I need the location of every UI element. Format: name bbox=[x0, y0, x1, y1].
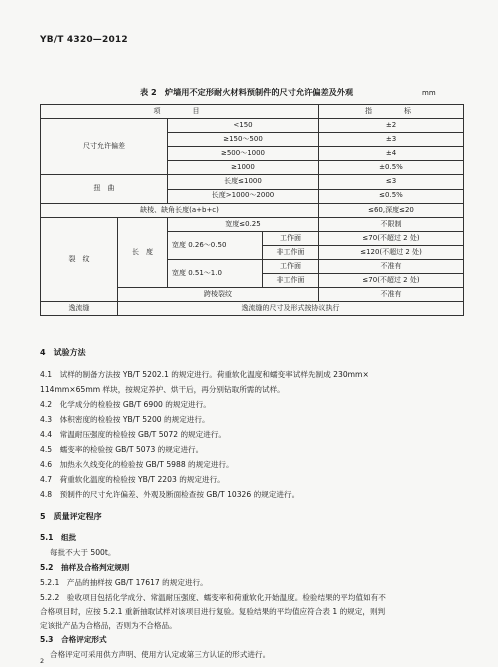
table-row bbox=[41, 175, 464, 189]
paragraph: 每批不大于 500t。 bbox=[50, 548, 116, 557]
head-item: 项 目 bbox=[41, 105, 319, 119]
paragraph: 定该批产品为合格品，否则为不合格品。 bbox=[40, 621, 177, 630]
table-cell: 工作面 bbox=[263, 260, 319, 274]
paragraph: 4.2 化学成分的检验按 GB/T 6900 的规定进行。 bbox=[40, 400, 211, 409]
paragraph: 4.7 荷重软化温度的检验按 YB/T 2203 的规定进行。 bbox=[40, 475, 225, 484]
table-row bbox=[41, 119, 464, 133]
size-tol-label: 尺寸允许偏差 bbox=[41, 119, 168, 175]
table-cell: ±2 bbox=[319, 119, 464, 133]
paragraph: 合格评定可采用供方声明、使用方认定或第三方认证的形式进行。 bbox=[50, 650, 271, 659]
table-row bbox=[41, 203, 464, 217]
table-cell: 非工作面 bbox=[263, 245, 319, 259]
subsection-title-53: 5.3 合格评定形式 bbox=[40, 635, 107, 644]
table-cell: ≤70(不超过 2 处) bbox=[319, 231, 464, 245]
page-number: 2 bbox=[40, 657, 45, 665]
table-cell: ≤60,深度≤20 bbox=[319, 203, 464, 217]
table-cell: ≥150～500 bbox=[168, 133, 319, 147]
table-cell: 逸流缝的尺寸及形式按协议执行 bbox=[118, 302, 464, 316]
table-cell: ≤3 bbox=[319, 175, 464, 189]
paragraph: 4.4 常温耐压强度的检验按 GB/T 5072 的规定进行。 bbox=[40, 430, 227, 439]
table-cell: 非工作面 bbox=[263, 274, 319, 288]
head-index: 指 标 bbox=[319, 105, 464, 119]
table-cell: 长度>1000～2000 bbox=[168, 189, 319, 203]
table-cell: ≥500～1000 bbox=[168, 147, 319, 161]
table-cell: 不准有 bbox=[319, 288, 464, 302]
section-5-title: 5 质量评定程序 bbox=[40, 512, 102, 521]
warp-label: 扭 曲 bbox=[41, 175, 168, 203]
paragraph: 4.1 试样的制备方法按 YB/T 5202.1 的规定进行。荷重软化温度和蠕变率试样先制成 230mm× bbox=[40, 370, 369, 379]
table-cell: <150 bbox=[168, 119, 319, 133]
paragraph: 4.5 蠕变率的检验按 GB/T 5073 的规定进行。 bbox=[40, 445, 204, 454]
paragraph: 4.3 体积密度的检验按 YB/T 5200 的规定进行。 bbox=[40, 415, 210, 424]
weld-label: 逸流缝 bbox=[41, 302, 118, 316]
paragraph: 5.2.1 产品的抽样按 GB/T 17617 的规定进行。 bbox=[40, 578, 208, 587]
table-cell: ≤120(不超过 2 处) bbox=[319, 245, 464, 259]
table-cell: 宽度 0.26～0.50 bbox=[168, 231, 263, 259]
section-4-title: 4 试验方法 bbox=[40, 348, 86, 357]
table-cell: ≤70(不超过 2 处) bbox=[319, 274, 464, 288]
table-row bbox=[41, 105, 464, 119]
table-cell: 宽度 0.51～1.0 bbox=[168, 260, 263, 288]
table-cell: ±0.5% bbox=[319, 161, 464, 175]
table-cell: 不准有 bbox=[319, 260, 464, 274]
subsection-title: 5.1 组批 bbox=[40, 533, 77, 542]
table-cell: 不限制 bbox=[319, 217, 464, 231]
paragraph: 合格项目时，应按 5.2.1 重新抽取试样对该项目进行复验。复验结果的平均值应符合表 1 的规定，则判 bbox=[40, 607, 386, 616]
standard-number: YB/T 4320—2012 bbox=[40, 35, 128, 45]
table-caption: 表 2 炉墙用不定形耐火材料预制件的尺寸允许偏差及外观 bbox=[140, 87, 354, 97]
paragraph: 5.2.2 验收项目包括化学成分、常温耐压强度、蠕变率和荷重软化开始温度。检验结果的平均值如有不 bbox=[40, 593, 386, 602]
table-cell: ≤0.5% bbox=[319, 189, 464, 203]
paragraph: 114mm×65mm 样块，按规定养护、烘干后，再分别钻取所需的试样。 bbox=[40, 385, 285, 394]
paragraph: 4.6 加热永久线变化的检验按 GB/T 5988 的规定进行。 bbox=[40, 460, 234, 469]
table-cell: 长度≤1000 bbox=[168, 175, 319, 189]
table-row bbox=[41, 302, 464, 316]
table-cell: 宽度≤0.25 bbox=[168, 217, 319, 231]
table-cell: 跨棱裂纹 bbox=[118, 288, 319, 302]
paragraph: 4.8 预制件的尺寸允许偏差、外观及断面检查按 GB/T 10326 的规定进行。 bbox=[40, 490, 300, 499]
edge-label: 缺棱、缺角长度(a+b+c) bbox=[41, 203, 319, 217]
table-cell: ≥1000 bbox=[168, 161, 319, 175]
table-cell: 工作面 bbox=[263, 231, 319, 245]
tolerance-table bbox=[40, 104, 464, 316]
crack-label: 裂 纹 bbox=[41, 217, 118, 302]
table-row bbox=[41, 217, 464, 231]
subsection-title: 5.2 抽样及合格判定规则 bbox=[40, 563, 130, 572]
length-label: 长 度 bbox=[118, 217, 168, 287]
table-unit: mm bbox=[422, 89, 436, 97]
table-cell: ±3 bbox=[319, 133, 464, 147]
table-cell: ±4 bbox=[319, 147, 464, 161]
